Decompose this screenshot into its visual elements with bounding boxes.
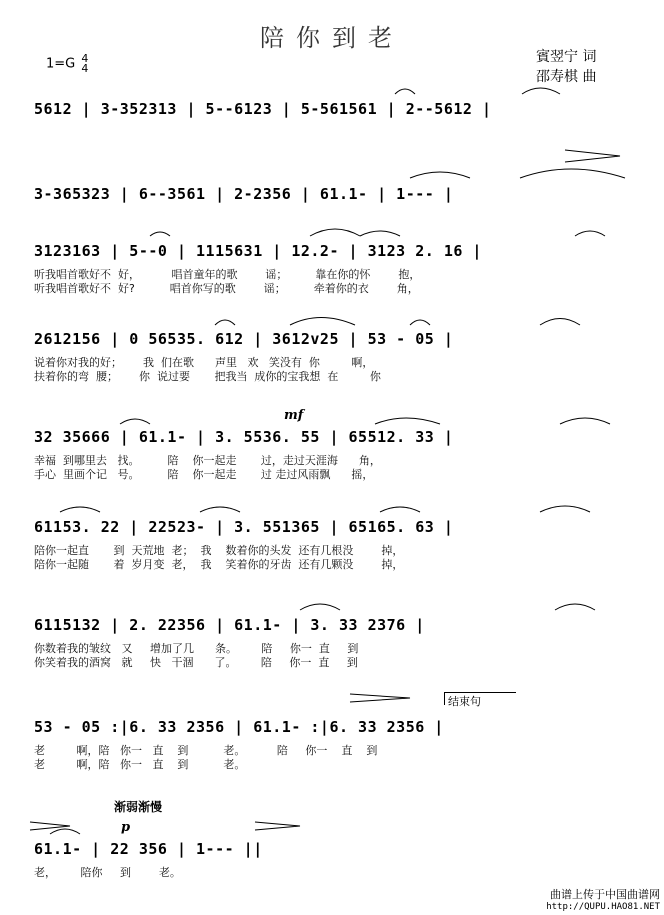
lyric-verse-2: 你笑着我的酒窝 就 快 干涸 了。 陪 你一 直 到 [34, 656, 358, 669]
slur [200, 507, 240, 512]
slur [120, 419, 150, 424]
lyricist-credit: 賓翌宁 词 [536, 49, 597, 65]
lyric-verse-2: 扶着你的弯 腰； 你 说过要 把我当 成你的宝我想 在 你 [34, 370, 381, 383]
slur [60, 507, 100, 512]
lyric-verse-1: 老 啊，陪 你一 直 到 老。 陪 你一 直 到 [34, 744, 378, 757]
slur [410, 172, 470, 178]
slur [300, 604, 340, 610]
lyric-verse-1: 陪你一起直 到 天荒地 老； 我 数着你的头发 还有几根没 掉， [34, 544, 404, 557]
notation-line: 61.1- | 22 356 | 1--- || [34, 840, 263, 858]
notation-line: 6115132 | 2. 22356 | 61.1- | 3. 33 2376 | [34, 616, 425, 634]
slur [555, 604, 595, 610]
slur [380, 507, 420, 512]
lyric-verse-2: 手心 里画个记 号。 陪 你一起走 过 走过风雨飘 摇， [34, 468, 374, 481]
tie [560, 418, 610, 424]
notation-line: 3123163 | 5--0 | 1115631 | 12.2- | 3123 2. 16 | [34, 242, 482, 260]
composer-credit: 邵寿棋 曲 [536, 69, 597, 85]
notation-line: 5612 | 3-352313 | 5--6123 | 5-561561 | 2--5612 | [34, 100, 492, 118]
slur [50, 829, 80, 834]
tie [375, 418, 440, 424]
tie [290, 318, 355, 326]
notation-line: 53 - 05 :|6. 33 2356 | 61.1- :|6. 33 2356 | [34, 718, 444, 736]
crescendo-hairpin [350, 694, 410, 702]
time-signature: 4 4 [81, 52, 89, 75]
slur [575, 231, 605, 236]
notation-line: 3-365323 | 6--3561 | 2-2356 | 61.1- | 1--- | [34, 185, 454, 203]
lyric-verse-1: 你数着我的皱纹 又 增加了几 条。 陪 你一 直 到 [34, 642, 359, 655]
slur [360, 231, 400, 236]
slur [395, 89, 415, 94]
lyric-verse-1: 老， 陪你 到 老。 [34, 866, 181, 879]
slur [310, 229, 360, 236]
decrescendo-hairpin [565, 150, 620, 162]
footer-credit: 曲谱上传于中国曲谱网 [550, 888, 660, 901]
song-title: 陪你到老 [260, 24, 404, 52]
lyric-verse-2: 陪你一起随 着 岁月变 老， 我 笑着你的牙齿 还有几颗没 掉， [34, 558, 404, 571]
lyric-verse-2: 听我唱首歌好不 好? 唱首你写的歌 谣； 牵着你的衣 角， [34, 282, 419, 295]
tie [520, 169, 625, 178]
notation-line: 32 35666 | 61.1- | 3. 5536. 55 | 65512. 33 | [34, 428, 454, 446]
slur [150, 232, 170, 236]
lyric-verse-2: 老 啊，陪 你一 直 到 老。 [34, 758, 246, 771]
slur [410, 320, 430, 325]
notation-line: 2612156 | 0 56535. 612 | 3612v25 | 53 - 05 | [34, 330, 454, 348]
dynamic-mf: mf [284, 408, 304, 423]
decrescendo-hairpin [255, 822, 300, 830]
lyric-verse-1: 说着你对我的好； 我 们在歌 声里 欢 笑没有 你 啊， [34, 356, 374, 369]
tie [540, 319, 580, 326]
tie [540, 506, 590, 512]
dynamic-p: p [121, 820, 131, 835]
lyric-verse-1: 幸福 到哪里去 找。 陪 你一起走 过，走过天涯海 角， [34, 454, 381, 467]
ending-label: 结束句 [448, 695, 481, 708]
lyric-verse-1: 听我唱首歌好不 好， 唱首童年的歌 谣； 靠在你的怀 抱， [34, 268, 421, 281]
notation-line: 61153. 22 | 22523- | 3. 551365 | 65165. 63 | [34, 518, 454, 536]
slur [215, 320, 235, 325]
key-label: 1=G [46, 56, 76, 72]
footer-url: http://QUPU.HAO81.NET [546, 902, 660, 912]
tempo-instruction: 渐弱渐慢 [114, 800, 163, 814]
slur [522, 88, 560, 94]
